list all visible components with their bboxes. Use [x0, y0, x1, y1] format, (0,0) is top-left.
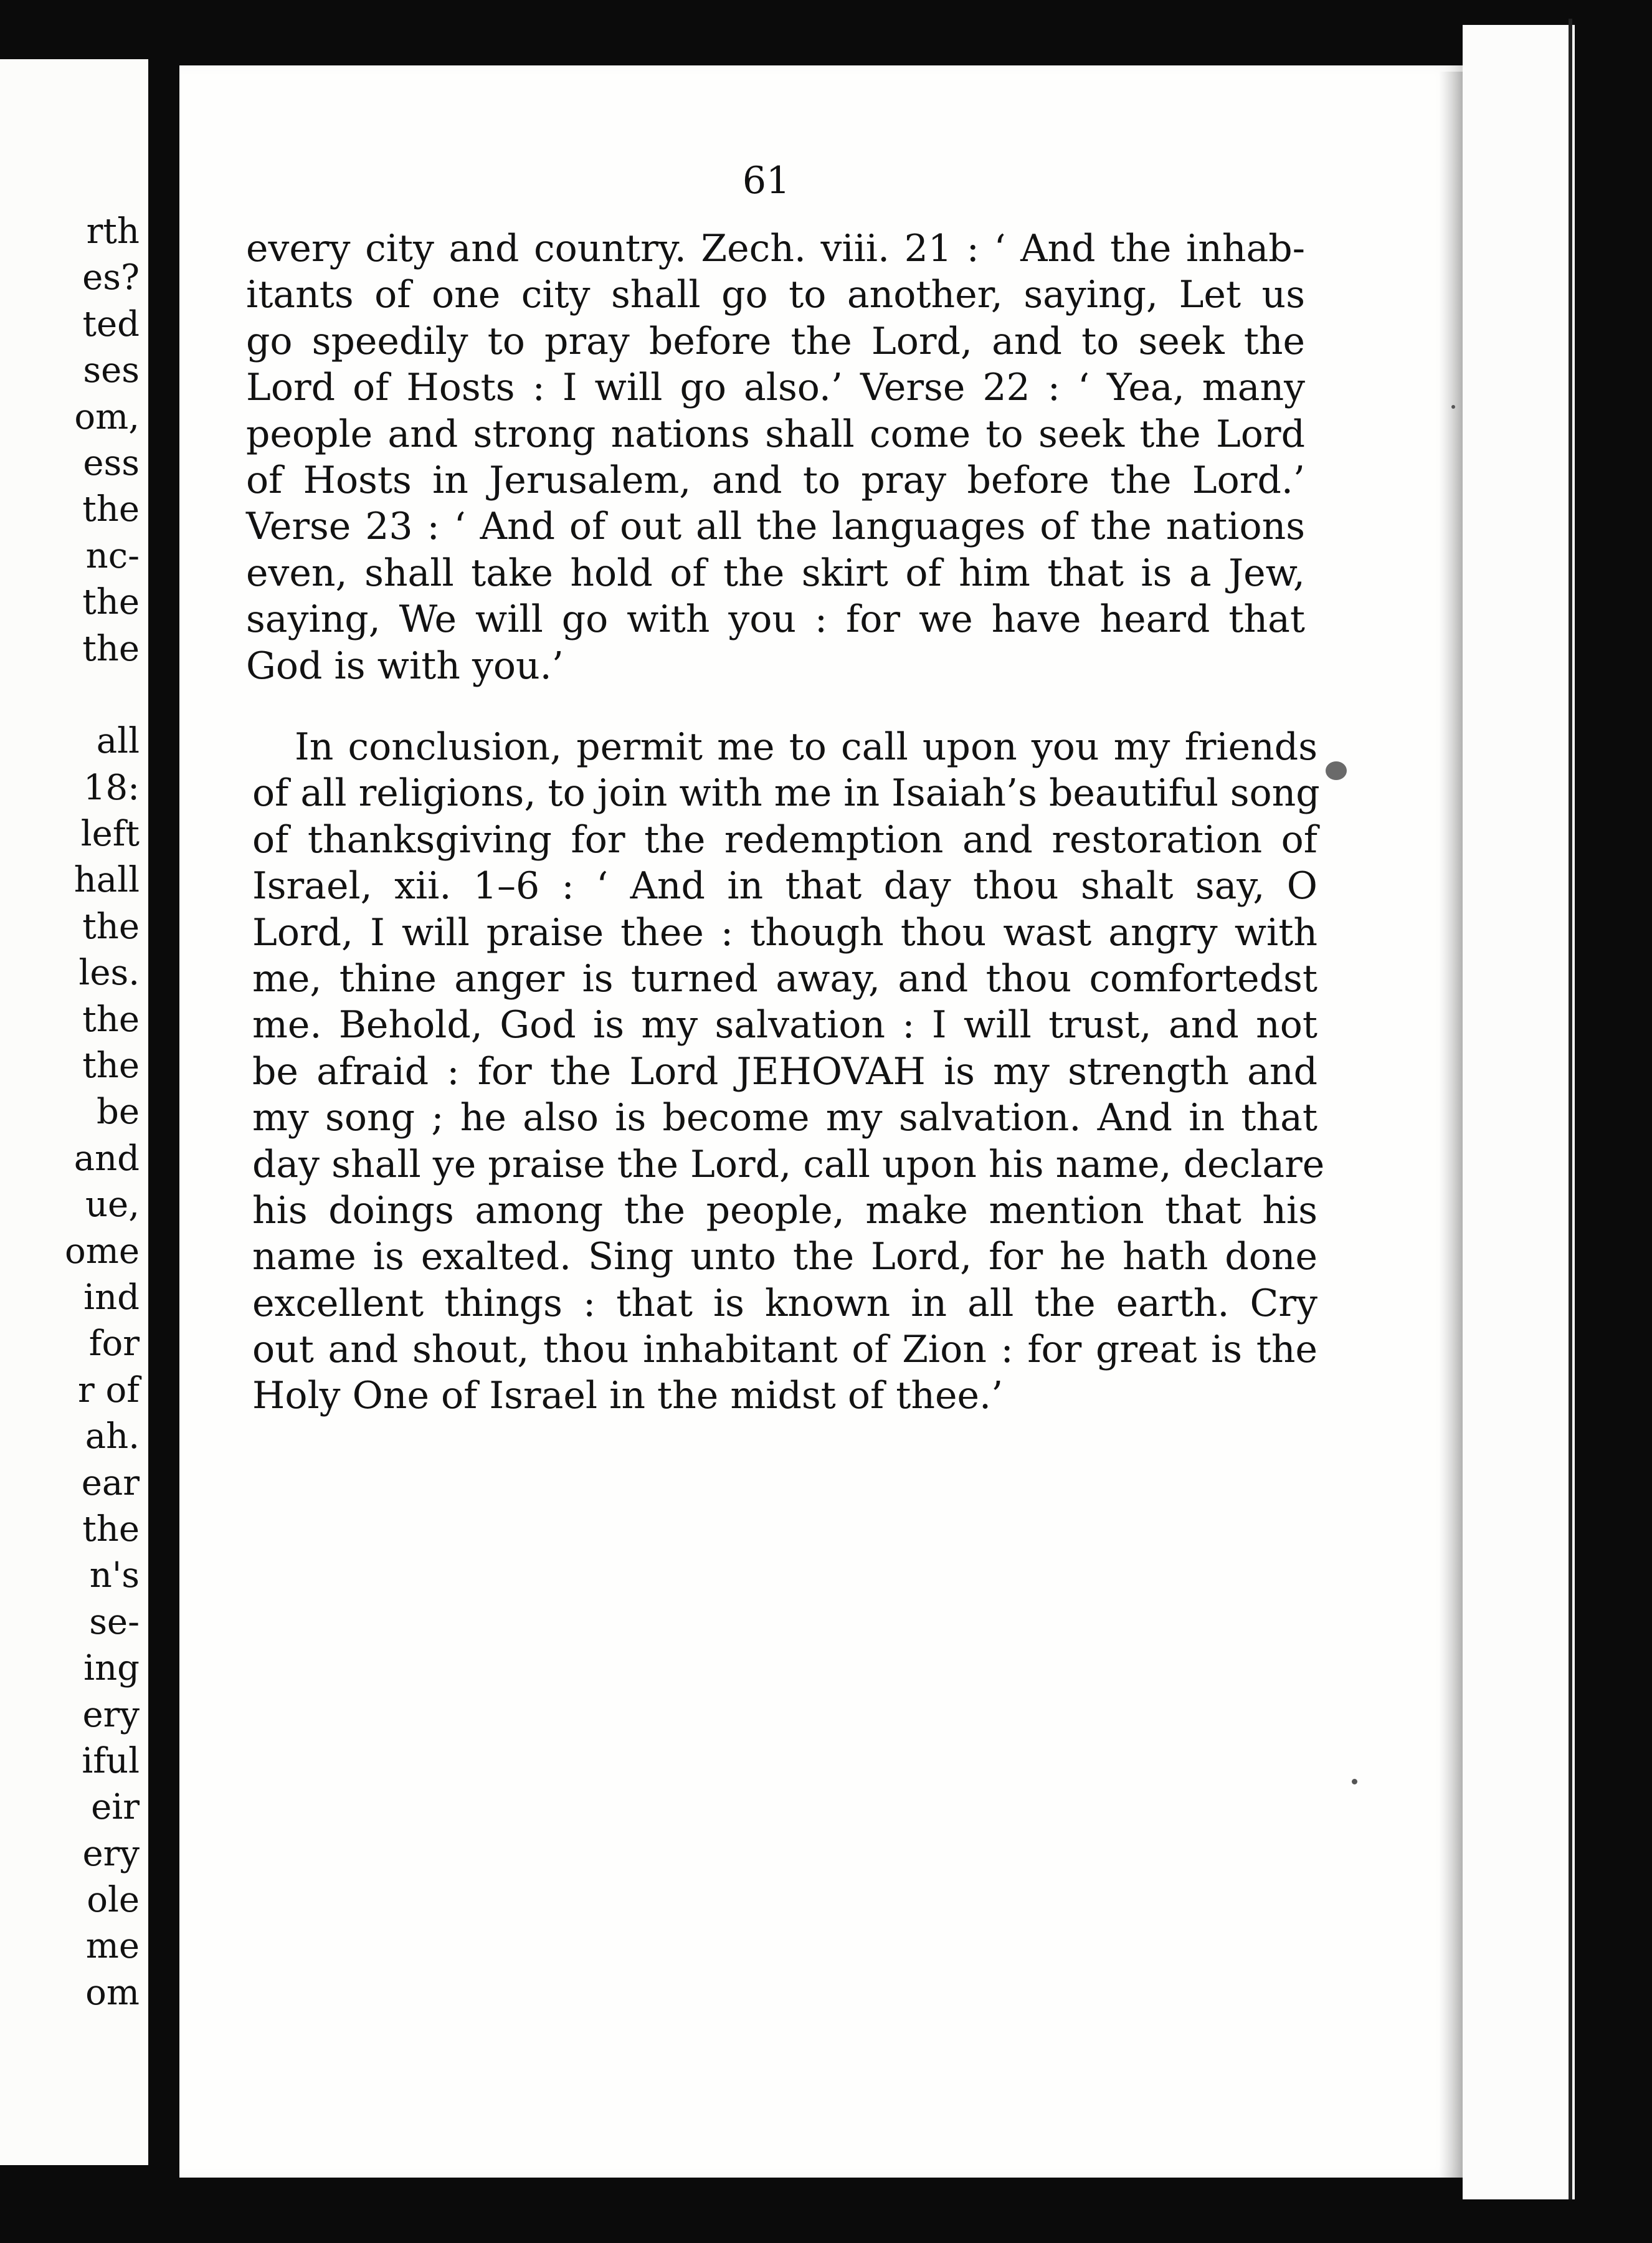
line-fragment: ue,	[85, 1184, 140, 1226]
text-line: itants of one city shall go to another, saying, Let us	[246, 273, 1305, 317]
line-fragment: all	[96, 721, 140, 762]
line-fragment: se-	[89, 1601, 140, 1642]
line-fragment: 18:	[83, 767, 140, 808]
book-gutter	[148, 59, 179, 2165]
previous-page-line-fragments	[65, 209, 140, 2016]
line-fragment: om,	[74, 396, 140, 437]
page-edge-shadow	[1439, 72, 1464, 2178]
text-line: name is exalted. Sing unto the Lord, for he hath done	[252, 1235, 1317, 1279]
line-fragment: hall	[74, 860, 140, 901]
scan-speck	[1352, 1779, 1357, 1784]
line-fragment: ole	[87, 1880, 140, 1921]
line-fragment: ery	[82, 1833, 140, 1874]
text-line: his doings among the people, make mention that his	[252, 1188, 1317, 1232]
text-line: out and shout, thou inhabitant of Zion : for great is the	[252, 1328, 1317, 1372]
line-fragment: rth	[86, 211, 140, 252]
text-line: every city and country. Zech. viii. 21 : ‘ And the inhab-	[246, 227, 1305, 270]
text-line: God is with you.’	[246, 644, 564, 688]
line-fragment: the	[82, 999, 140, 1040]
text-line: even, shall take hold of the skirt of him that is a Jew,	[246, 551, 1305, 595]
line-fragment: ear	[81, 1462, 140, 1503]
scan-speck	[1326, 761, 1347, 780]
page-border-line	[1569, 19, 1572, 2199]
text-line: Holy One of Israel in the midst of thee.’	[252, 1374, 1004, 1418]
line-fragment: be	[97, 1092, 140, 1133]
line-fragment: eir	[91, 1787, 140, 1828]
line-fragment: ery	[82, 1694, 140, 1735]
text-line: me, thine anger is turned away, and thou comfortedst	[252, 956, 1317, 1001]
line-fragment: ind	[83, 1277, 140, 1318]
line-fragment: me	[85, 1926, 140, 1967]
line-fragment: the	[82, 906, 140, 947]
line-fragment: the	[82, 489, 140, 530]
line-fragment: iful	[82, 1740, 140, 1781]
line-fragment: the	[82, 628, 140, 669]
page-number: 61	[742, 159, 790, 202]
line-fragment: ted	[82, 303, 140, 345]
text-line: be afraid : for the Lord JEHOVAH is my strength and	[252, 1049, 1317, 1093]
line-fragment: es?	[82, 257, 140, 298]
line-fragment: ah.	[85, 1416, 140, 1457]
line-fragment: n's	[89, 1555, 140, 1596]
line-fragment: ing	[83, 1648, 140, 1689]
next-page-edge	[1463, 25, 1575, 2199]
text-line: of thanksgiving for the redemption and restoration of	[252, 817, 1317, 862]
text-line: me. Behold, God is my salvation : I will trust, and not	[252, 1003, 1317, 1047]
text-line: Verse 23 : ‘ And of out all the languages of the nations	[246, 505, 1305, 549]
scan-speck	[1451, 405, 1455, 409]
text-line: In conclusion, permit me to call upon you my friends	[295, 725, 1317, 769]
line-fragment: for	[88, 1323, 140, 1364]
line-fragment: ess	[83, 442, 140, 483]
line-fragment: the	[82, 1045, 140, 1087]
text-line: Lord, I will praise thee : though thou wast angry with	[252, 910, 1317, 955]
line-fragment: ses	[83, 350, 140, 391]
text-line: excellent things : that is known in all the earth. Cry	[252, 1281, 1317, 1325]
paragraph-conclusion	[252, 724, 1325, 1419]
line-fragment: and	[74, 1138, 140, 1179]
paragraph-zechariah-quote	[246, 226, 1305, 689]
line-fragment: ome	[65, 1231, 140, 1272]
line-fragment: left	[80, 814, 140, 855]
line-fragment: om	[85, 1972, 140, 2013]
previous-page-edge	[0, 59, 148, 2165]
text-line: people and strong nations shall come to seek the Lord	[246, 412, 1305, 456]
text-line: saying, We will go with you : for we have heard that	[246, 598, 1305, 642]
text-line: my song ; he also is become my salvation. And in that	[252, 1096, 1317, 1140]
text-line: Lord of Hosts : I will go also.’ Verse 22 : ‘ Yea, many	[246, 366, 1305, 410]
line-fragment: les.	[78, 953, 140, 994]
line-fragment: the	[82, 1508, 140, 1550]
text-line: day shall ye praise the Lord, call upon his name, declare	[252, 1142, 1325, 1186]
text-line: Israel, xii. 1–6 : ‘ And in that day thou shalt say, O	[252, 864, 1317, 908]
line-fragment	[65, 672, 140, 718]
line-fragment: r of	[77, 1369, 140, 1411]
text-line: of Hosts in Jerusalem, and to pray before the Lord.’	[246, 458, 1305, 502]
line-fragment: nc-	[85, 535, 140, 576]
text-line: go speedily to pray before the Lord, and to seek the	[246, 319, 1305, 363]
text-line: of all religions, to join with me in Isaiah’s beautiful song	[252, 771, 1320, 816]
line-fragment: the	[82, 582, 140, 623]
